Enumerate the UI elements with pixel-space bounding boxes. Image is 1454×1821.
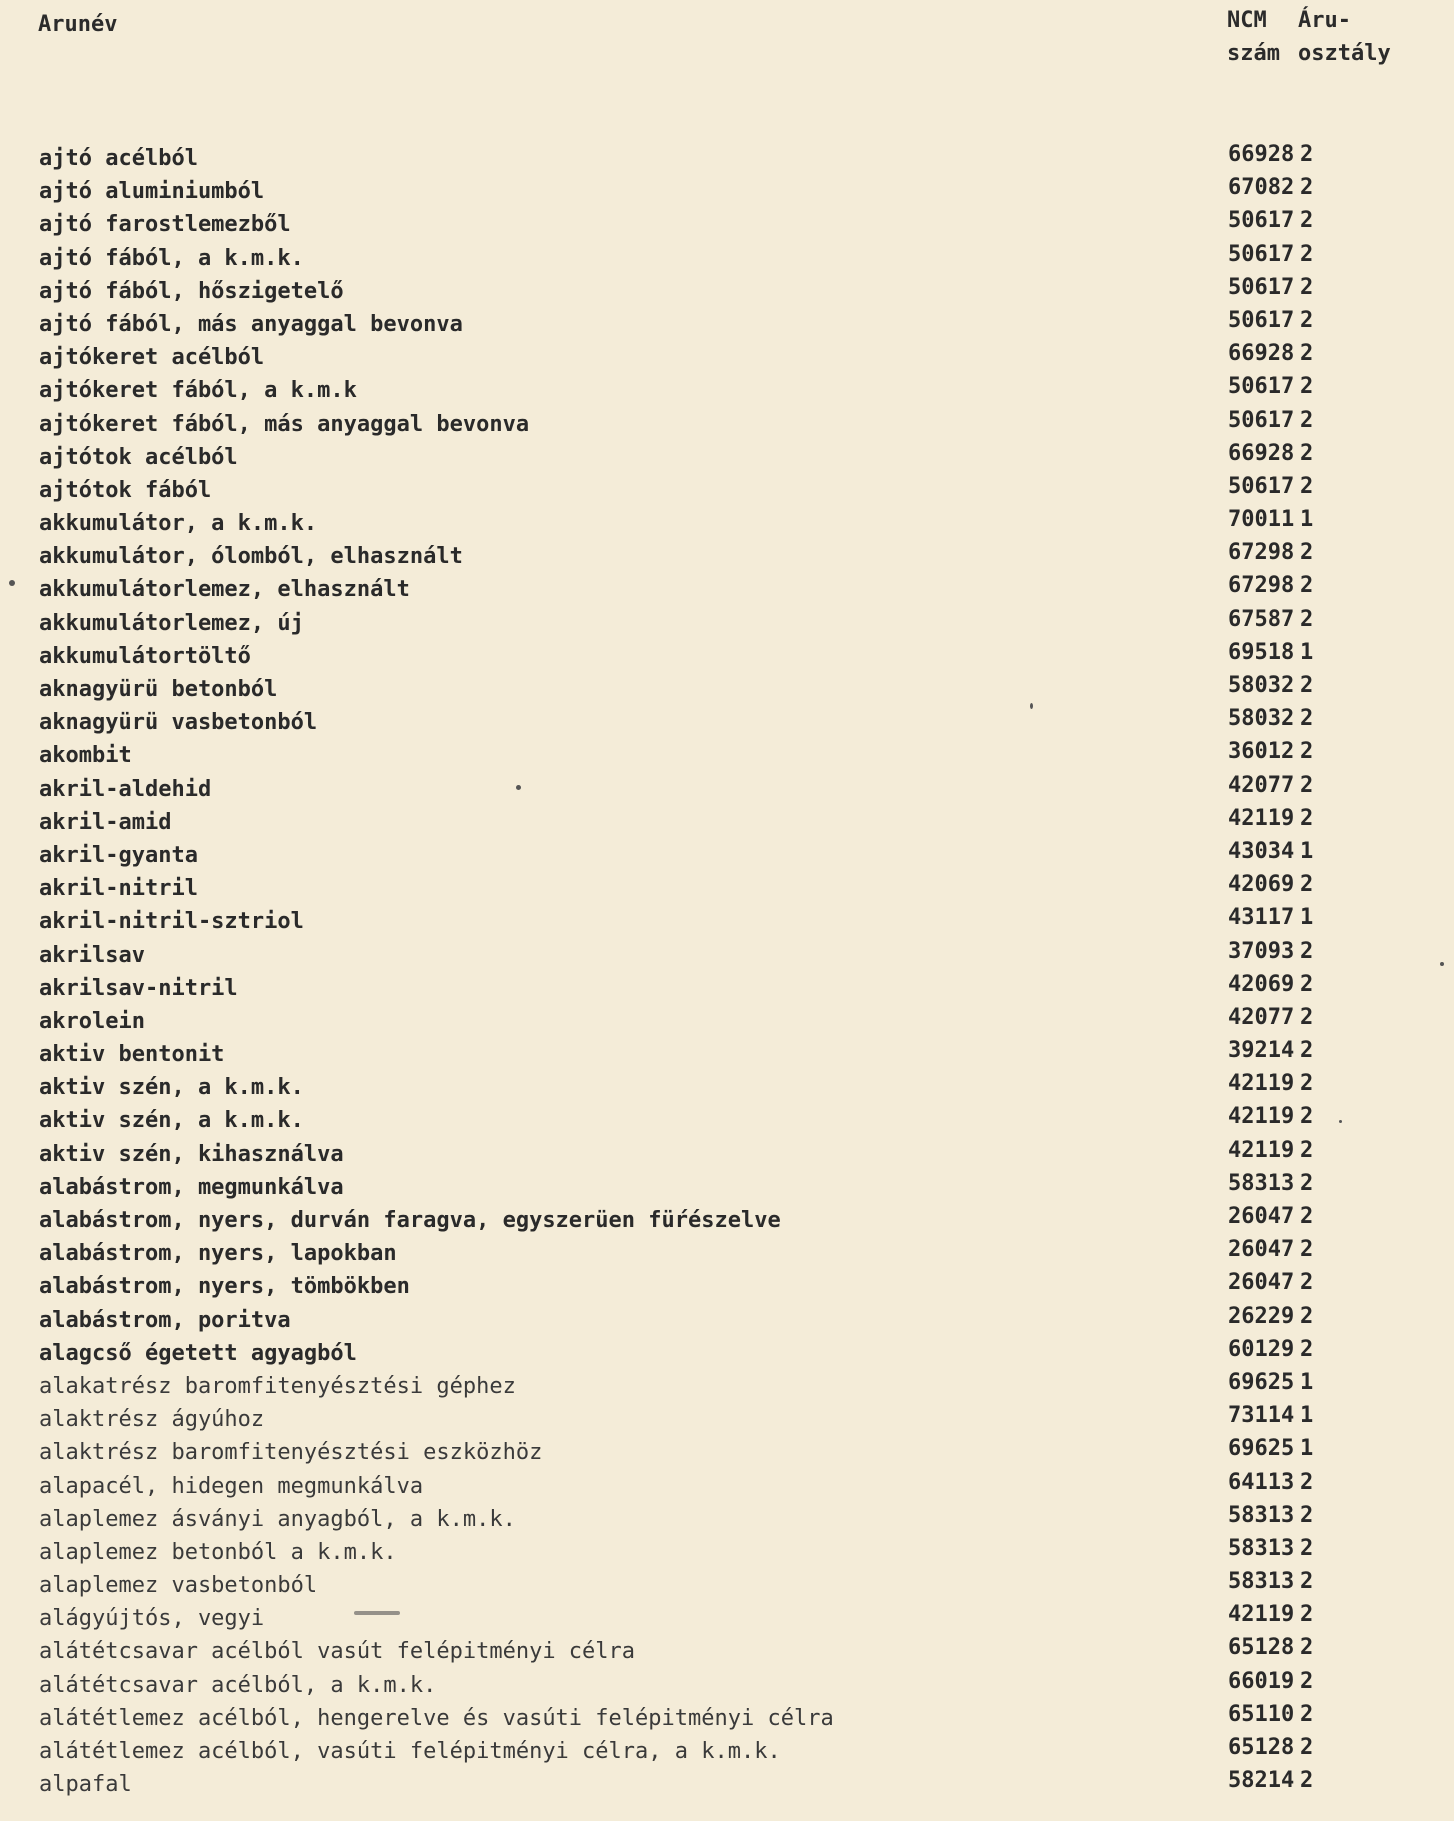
goods-name: aktiv bentonit [39, 1042, 225, 1068]
goods-class: 2 [1300, 673, 1314, 698]
goods-class: 2 [1300, 341, 1314, 367]
goods-name: akkumulátor, a k.m.k. [39, 511, 318, 537]
goods-class: 2 [1300, 1569, 1314, 1595]
goods-name: akkumulátortöltő [39, 643, 251, 669]
ncm-number: 58214 [1228, 1768, 1295, 1794]
goods-name: alátétlemez acélból, vasúti felépitményi célra, a k.m.k. [39, 1739, 781, 1764]
header-class-line1: Áru- [1298, 8, 1351, 33]
ncm-number: 70011 [1228, 507, 1295, 533]
ncm-number: 67082 [1228, 175, 1295, 201]
goods-name: ajtótok fából [39, 477, 212, 503]
goods-name: ajtó farostlemezből [39, 212, 291, 238]
ncm-number: 26047 [1228, 1204, 1295, 1229]
ncm-number: 50617 [1228, 241, 1295, 267]
ncm-number: 67298 [1228, 573, 1295, 599]
paper-speck [1030, 703, 1033, 709]
goods-class: 2 [1300, 1303, 1314, 1329]
goods-class: 2 [1300, 706, 1314, 732]
goods-class: 1 [1300, 1436, 1314, 1462]
column-header-class [1298, 4, 1391, 70]
goods-class: 2 [1300, 407, 1314, 433]
goods-class: 2 [1300, 208, 1314, 234]
ncm-number: 43117 [1228, 905, 1295, 931]
goods-class: 2 [1300, 772, 1314, 798]
header-class-line2: osztály [1298, 41, 1391, 66]
goods-name: ajtókeret fából, a k.m.k [39, 378, 357, 404]
goods-name: ajtókeret acélból [39, 345, 265, 371]
goods-name: akril-amid [39, 809, 172, 835]
goods-name: aknagyürü betonból [39, 677, 278, 702]
goods-class: 1 [1300, 639, 1314, 665]
goods-class: 2 [1300, 1469, 1314, 1495]
paper-speck [354, 1611, 400, 1615]
goods-name: aktiv szén, a k.m.k. [39, 1075, 304, 1101]
goods-class: 2 [1300, 1336, 1314, 1362]
paper-speck [1440, 962, 1444, 966]
header-ncm-line2: szám [1227, 41, 1280, 66]
goods-class: 2 [1300, 805, 1314, 831]
goods-class: 2 [1300, 1071, 1314, 1097]
goods-name: akkumulátorlemez, elhasznált [39, 577, 410, 603]
paper-speck [9, 580, 15, 586]
goods-name: akril-aldehid [39, 776, 212, 802]
ncm-number: 26047 [1228, 1237, 1295, 1263]
goods-name: alágyújtós, vegyi [39, 1606, 265, 1632]
goods-name: akrilsav-nitril [39, 975, 238, 1001]
goods-name: alaplemez ásványi anyagból, a k.m.k. [39, 1506, 516, 1532]
goods-class: 2 [1300, 1104, 1314, 1130]
list-item [0, 1768, 1454, 1801]
ncm-number: 43034 [1228, 838, 1295, 864]
goods-name: alagcső égetett agyagból [39, 1340, 357, 1366]
goods-name: ajtó acélból [39, 146, 198, 171]
goods-name: alabástrom, nyers, lapokban [39, 1241, 397, 1267]
goods-name: akkumulátorlemez, új [39, 610, 304, 636]
goods-class: 2 [1300, 1237, 1314, 1263]
goods-name: ajtó fából, hőszigetelő [39, 278, 344, 304]
ncm-number: 26047 [1228, 1270, 1295, 1296]
goods-name: akkumulátor, ólomból, elhasznált [39, 544, 463, 570]
goods-class: 2 [1300, 1004, 1314, 1030]
ncm-number: 69518 [1228, 639, 1295, 665]
goods-name: akrilsav [39, 942, 145, 968]
goods-class: 2 [1300, 374, 1314, 400]
goods-name: akrolein [39, 1008, 145, 1034]
goods-name: alabástrom, megmunkálva [39, 1174, 344, 1200]
goods-name: akril-nitril [39, 876, 198, 902]
goods-class: 2 [1300, 307, 1314, 333]
ncm-number: 42119 [1228, 1071, 1295, 1097]
goods-class: 2 [1300, 1535, 1314, 1561]
goods-class: 1 [1300, 507, 1314, 533]
ncm-number: 73114 [1228, 1403, 1295, 1429]
goods-class: 2 [1300, 274, 1314, 300]
goods-name: aktiv szén, kihasználva [39, 1141, 344, 1167]
ncm-number: 65128 [1228, 1735, 1295, 1760]
header-ncm-line1: NCM [1227, 8, 1267, 33]
goods-class: 2 [1300, 573, 1314, 599]
goods-class: 2 [1300, 440, 1314, 466]
ncm-number: 58313 [1228, 1502, 1295, 1528]
paper-speck [1339, 1120, 1342, 1123]
column-header-ncm [1227, 4, 1280, 70]
ncm-number: 26229 [1228, 1303, 1295, 1329]
goods-class: 2 [1300, 1170, 1314, 1196]
header-name-label: Arunév [38, 12, 118, 37]
goods-class: 1 [1300, 838, 1314, 864]
goods-name: alátétlemez acélból, hengerelve és vasúti felépitményi célra [39, 1705, 834, 1731]
goods-name: alakatrész baromfitenyésztési géphez [39, 1373, 516, 1399]
paper-speck [516, 785, 521, 790]
goods-class: 2 [1300, 1137, 1314, 1163]
goods-name: akril-nitril-sztriol [39, 909, 304, 935]
goods-class: 2 [1300, 1668, 1314, 1694]
goods-name: ajtótok acélból [39, 444, 238, 470]
column-header-name [38, 8, 117, 41]
goods-class: 1 [1300, 1369, 1314, 1395]
ncm-number: 42119 [1228, 1104, 1295, 1130]
ncm-number: 42077 [1228, 772, 1295, 798]
ncm-number: 50617 [1228, 374, 1295, 400]
goods-class: 2 [1300, 739, 1314, 765]
goods-name: aknagyürü vasbetonból [39, 710, 318, 736]
ncm-number: 42077 [1228, 1004, 1295, 1030]
goods-class: 1 [1300, 1403, 1314, 1429]
ncm-number: 66928 [1228, 142, 1295, 167]
ncm-number: 50617 [1228, 407, 1295, 433]
ncm-number: 37093 [1228, 938, 1295, 964]
goods-class: 2 [1300, 938, 1314, 964]
goods-class: 1 [1300, 905, 1314, 931]
goods-class: 2 [1300, 540, 1314, 566]
ncm-number: 66928 [1228, 341, 1295, 367]
ncm-number: 58032 [1228, 706, 1295, 732]
goods-name: ajtó fából, a k.m.k. [39, 245, 304, 271]
goods-list [0, 142, 1454, 1801]
goods-name: akombit [39, 743, 132, 769]
ncm-number: 50617 [1228, 473, 1295, 499]
goods-class: 2 [1300, 606, 1314, 632]
ncm-number: 66928 [1228, 440, 1295, 466]
ncm-number: 39214 [1228, 1038, 1295, 1064]
ncm-number: 58032 [1228, 673, 1295, 698]
ncm-number: 58313 [1228, 1535, 1295, 1561]
goods-class: 2 [1300, 971, 1314, 997]
goods-name: alátétcsavar acélból vasút felépitményi célra [39, 1639, 636, 1665]
ncm-number: 69625 [1228, 1369, 1295, 1395]
goods-name: alaktrész ágyúhoz [39, 1407, 265, 1433]
goods-class: 2 [1300, 872, 1314, 898]
ncm-number: 67587 [1228, 606, 1295, 632]
ncm-number: 58313 [1228, 1170, 1295, 1196]
ncm-number: 50617 [1228, 274, 1295, 300]
goods-name: alaplemez vasbetonból [39, 1573, 318, 1599]
ncm-number: 65110 [1228, 1701, 1295, 1727]
ncm-number: 65128 [1228, 1635, 1295, 1661]
goods-class: 2 [1300, 1204, 1314, 1229]
goods-class: 2 [1300, 473, 1314, 499]
goods-name: ajtó aluminiumból [39, 179, 265, 205]
goods-class: 2 [1300, 1735, 1314, 1760]
goods-name: ajtókeret fából, más anyaggal bevonva [39, 411, 530, 437]
ncm-number: 64113 [1228, 1469, 1295, 1495]
goods-name: ajtó fából, más anyaggal bevonva [39, 311, 463, 337]
goods-class: 2 [1300, 1701, 1314, 1727]
goods-name: alaplemez betonból a k.m.k. [39, 1539, 397, 1565]
ncm-number: 42069 [1228, 872, 1295, 898]
goods-name: alpafal [39, 1772, 132, 1798]
ncm-number: 50617 [1228, 208, 1295, 234]
ncm-number: 69625 [1228, 1436, 1295, 1462]
goods-name: alaktrész baromfitenyésztési eszközhöz [39, 1440, 543, 1466]
ncm-number: 42119 [1228, 1137, 1295, 1163]
ncm-number: 36012 [1228, 739, 1295, 765]
ncm-number: 60129 [1228, 1336, 1295, 1362]
goods-class: 2 [1300, 1270, 1314, 1296]
ncm-number: 67298 [1228, 540, 1295, 566]
goods-class: 2 [1300, 241, 1314, 267]
goods-name: alabástrom, poritva [39, 1307, 291, 1333]
goods-name: alabástrom, nyers, tömbökben [39, 1274, 410, 1300]
goods-name: alabástrom, nyers, durván faragva, egyszerüen füŕészelve [39, 1208, 781, 1233]
goods-name: akril-gyanta [39, 842, 198, 868]
ncm-number: 42119 [1228, 1602, 1295, 1628]
ncm-number: 42069 [1228, 971, 1295, 997]
ncm-number: 50617 [1228, 307, 1295, 333]
goods-name: alapacél, hidegen megmunkálva [39, 1473, 424, 1499]
goods-name: aktiv szén, a k.m.k. [39, 1108, 304, 1134]
ncm-number: 66019 [1228, 1668, 1295, 1694]
goods-name: alátétcsavar acélból, a k.m.k. [39, 1672, 437, 1698]
goods-class: 2 [1300, 1635, 1314, 1661]
goods-class: 2 [1300, 1502, 1314, 1528]
goods-class: 2 [1300, 142, 1314, 167]
goods-class: 2 [1300, 1602, 1314, 1628]
goods-class: 2 [1300, 1768, 1314, 1794]
ncm-number: 58313 [1228, 1569, 1295, 1595]
goods-class: 2 [1300, 1038, 1314, 1064]
ncm-number: 42119 [1228, 805, 1295, 831]
goods-class: 2 [1300, 175, 1314, 201]
